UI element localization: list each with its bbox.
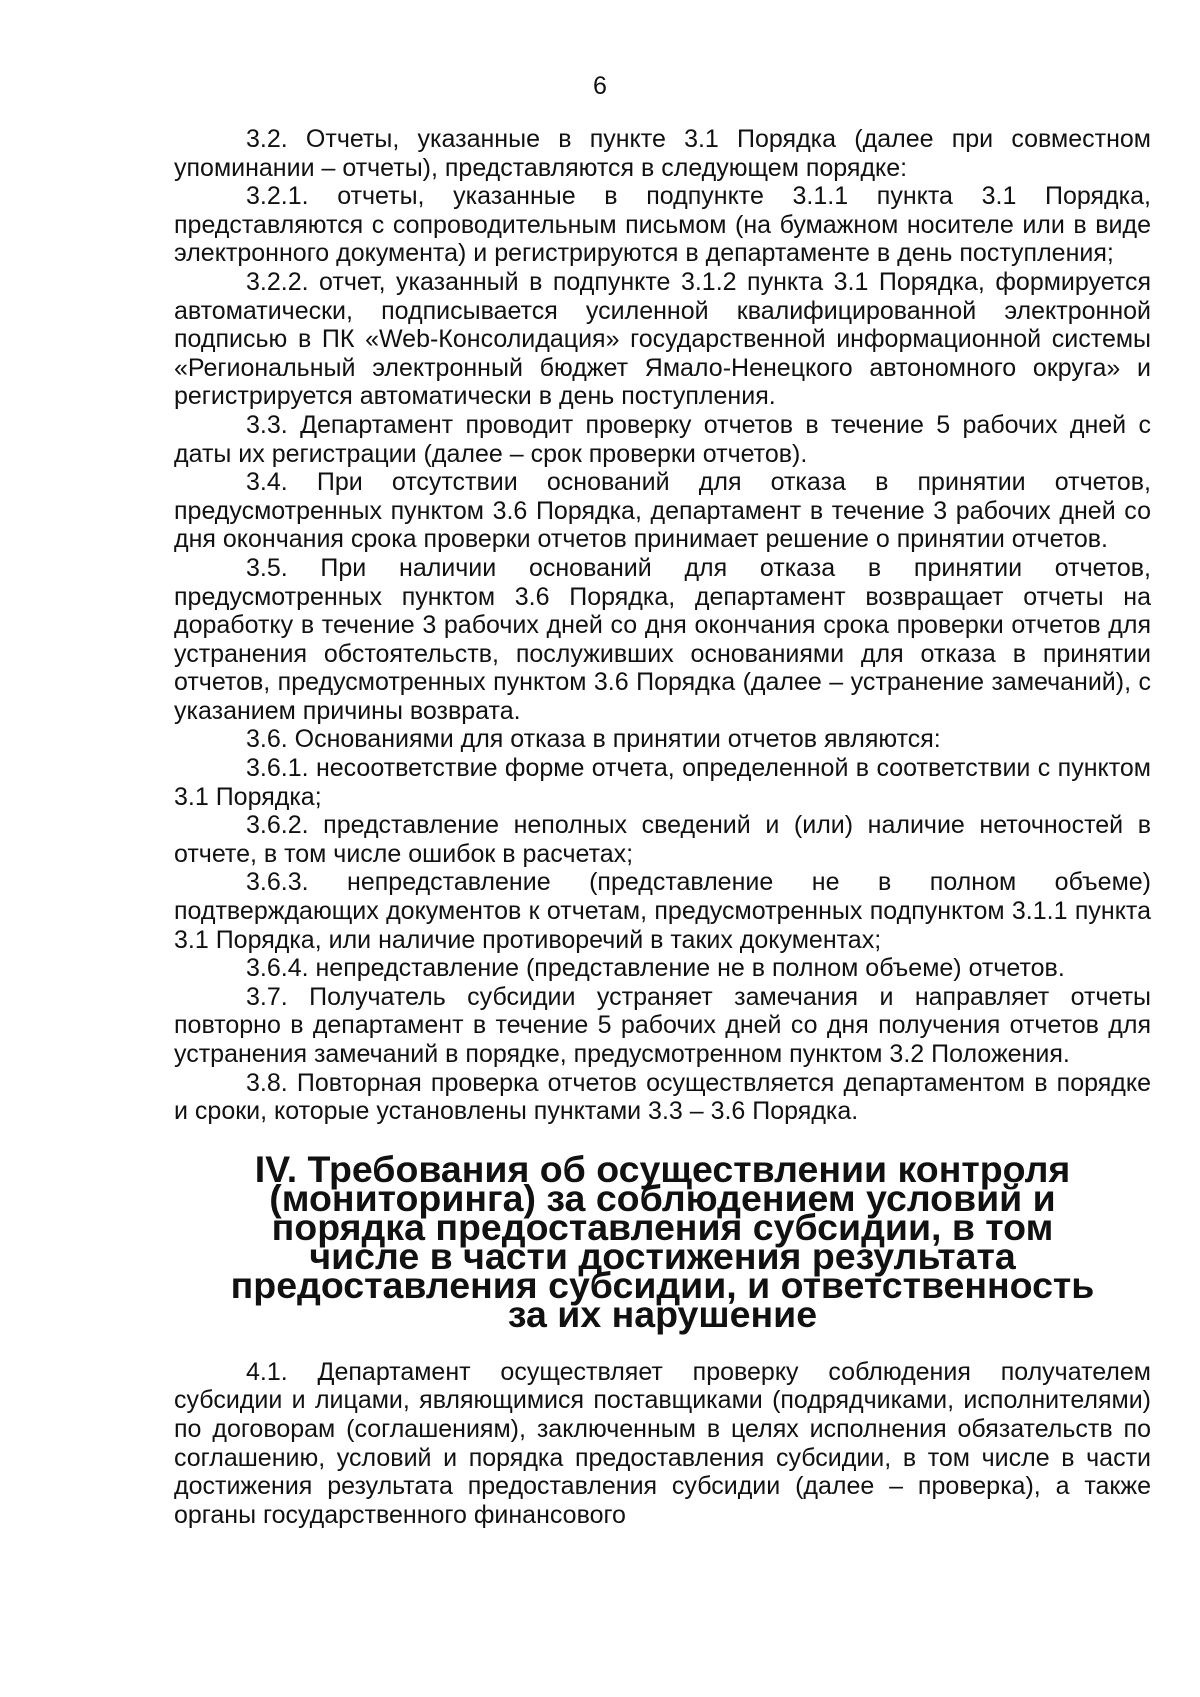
paragraph-3-6-4: 3.6.4. непредставление (представление не в полном объеме) отчетов. <box>246 954 1065 983</box>
page-number: 6 <box>593 72 607 100</box>
paragraph-3-5: 3.5. При наличии оснований для отказа в принятии отчетов, предусмотренных пунктом 3.6 Порядка, департамент возвращает отчеты на доработку в течение 3 рабочих дней со дня окончания срока проверки отчетов для устранения обстоятельств, послуживших основаниями для отказа в принятии отчетов, предусмотренных пунктом 3.6 Порядка (далее – устранение замечаний), с указанием причины возврата. <box>174 553 1151 725</box>
paragraph-3-2: 3.2. Отчеты, указанные в пункте 3.1 Порядка (далее при совместном упоминании – отчеты), представляются в следующем порядке: <box>174 125 1151 182</box>
paragraph-3-3: 3.3. Департамент проводит проверку отчетов в течение 5 рабочих дней с даты их регистрации (далее – срок проверки отчетов). <box>174 410 1151 468</box>
document-body <box>174 125 1151 1529</box>
paragraph-4-1: 4.1. Департамент осуществляет проверку соблюдения получателем субсидии и лицами, являющимися поставщиками (подрядчиками, исполнителями) по договорам (соглашениям), заключенным в целях исполнения обязательств по соглашению, условий и порядка предоставления субсидии, в том числе в части достижения результата предоставления субсидии (далее – проверка), а также органы государственного финансового <box>174 1357 1151 1529</box>
paragraph-3-7: 3.7. Получатель субсидии устраняет замечания и направляет отчеты повторно в департамент в течение 5 рабочих дней со дня получения отчетов для устранения замечаний в порядке, предусмотренном пунктом 3.2 Положения. <box>174 982 1151 1068</box>
paragraph-3-6-3: 3.6.3. непредставление (представление не в полном объеме) подтверждающих документов к отчетам, предусмотренных подпунктом 3.1.1 пункта 3.1 Порядка, или наличие противоречий в таких документах; <box>174 868 1151 954</box>
section-heading-iv: IV. Требования об осуществлении контроля (мониторинга) за соблюдением условий и порядка предоставления субсидии, в том числе в части достижения результата предоставления субсидии, и ответственность за их нарушение <box>230 1147 1095 1335</box>
paragraph-3-6-1: 3.6.1. несоответствие форме отчета, определенной в соответствии с пунктом 3.1 Порядка; <box>174 754 1151 811</box>
paragraph-3-6-2: 3.6.2. представление неполных сведений и (или) наличие неточностей в отчете, в том числе ошибок в расчетах; <box>174 811 1151 868</box>
paragraph-3-6: 3.6. Основаниями для отказа в принятии отчетов являются: <box>246 725 941 754</box>
paragraph-3-2-2: 3.2.2. отчет, указанный в подпункте 3.1.2 пункта 3.1 Порядка, формируется автоматически, подписывается усиленной квалифицированной электронной подписью в ПК «Web-Консолидация» государственной информационной системы «Региональный электронный бюджет Ямало-Ненецкого автономного округа» и регистрируется автоматически в день поступления. <box>174 267 1151 411</box>
paragraph-3-8: 3.8. Повторная проверка отчетов осуществляется департаментом в порядке и сроки, которые установлены пунктами 3.3 – 3.6 Порядка. <box>174 1068 1151 1126</box>
paragraph-3-2-1: 3.2.1. отчеты, указанные в подпункте 3.1.1 пункта 3.1 Порядка, представляются с сопроводительным письмом (на бумажном носителе или в виде электронного документа) и регистрируются в департаменте в день поступления; <box>174 182 1151 268</box>
paragraph-3-4: 3.4. При отсутствии оснований для отказа в принятии отчетов, предусмотренных пунктом 3.6 Порядка, департамент в течение 3 рабочих дней со дня окончания срока проверки отчетов принимает решение о принятии отчетов. <box>174 468 1151 554</box>
